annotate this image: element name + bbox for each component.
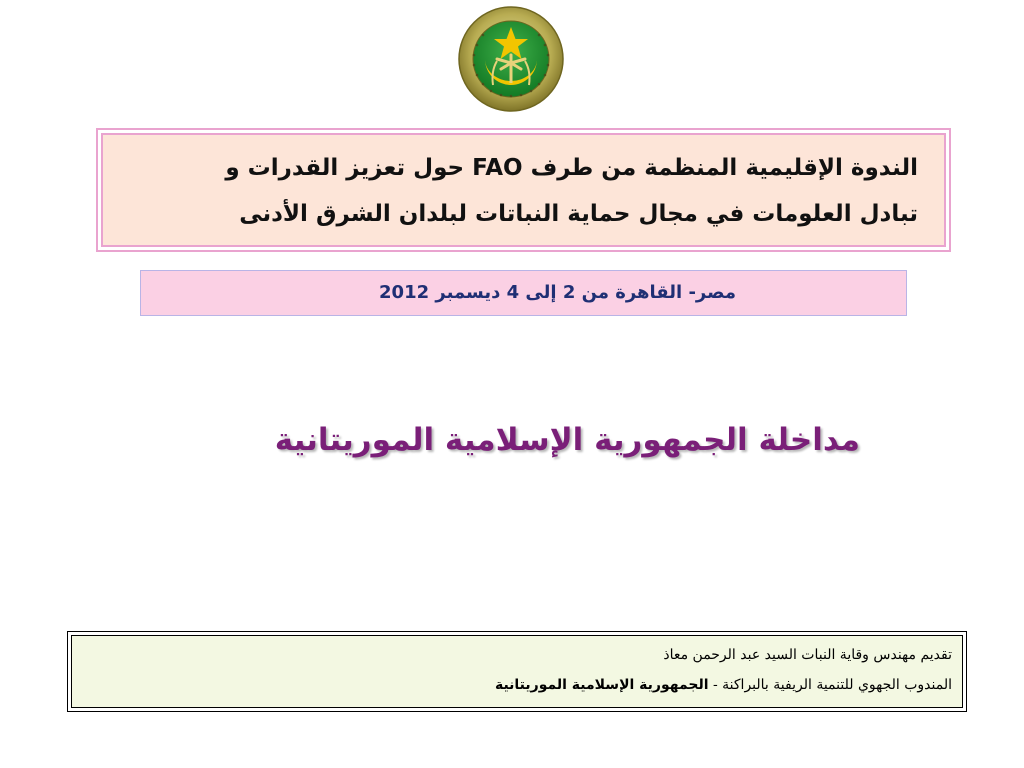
presenter-country-text: الجمهورية الإسلامية الموريتانية [494,677,709,693]
presenter-panel [71,635,963,708]
mauritania-national-seal-icon [457,5,565,113]
presentation-headline: مداخلة الجمهورية الإسلامية الموريتانية [274,422,860,458]
presenter-box [67,631,967,712]
conference-title-line-2: تبادل العلومات في مجال حماية النباتات لبلدان الشرق الأدنى [239,201,918,227]
conference-title-line-1: الندوة الإقليمية المنظمة من طرف FAO حول تعزيز القدرات و [225,155,918,181]
presenter-role-text: المندوب الجهوي للتنمية الريفية بالبراكنة - [708,677,952,693]
presenter-role-line [82,670,952,700]
conference-title-box [96,128,951,252]
presenter-name-line: تقديم مهندس وقاية النبات السيد عبد الرحمن معاذ [663,647,952,663]
conference-title-panel [101,133,946,247]
date-location-banner: مصر- القاهرة من 2 إلى 4 ديسمبر 2012 [140,270,907,316]
